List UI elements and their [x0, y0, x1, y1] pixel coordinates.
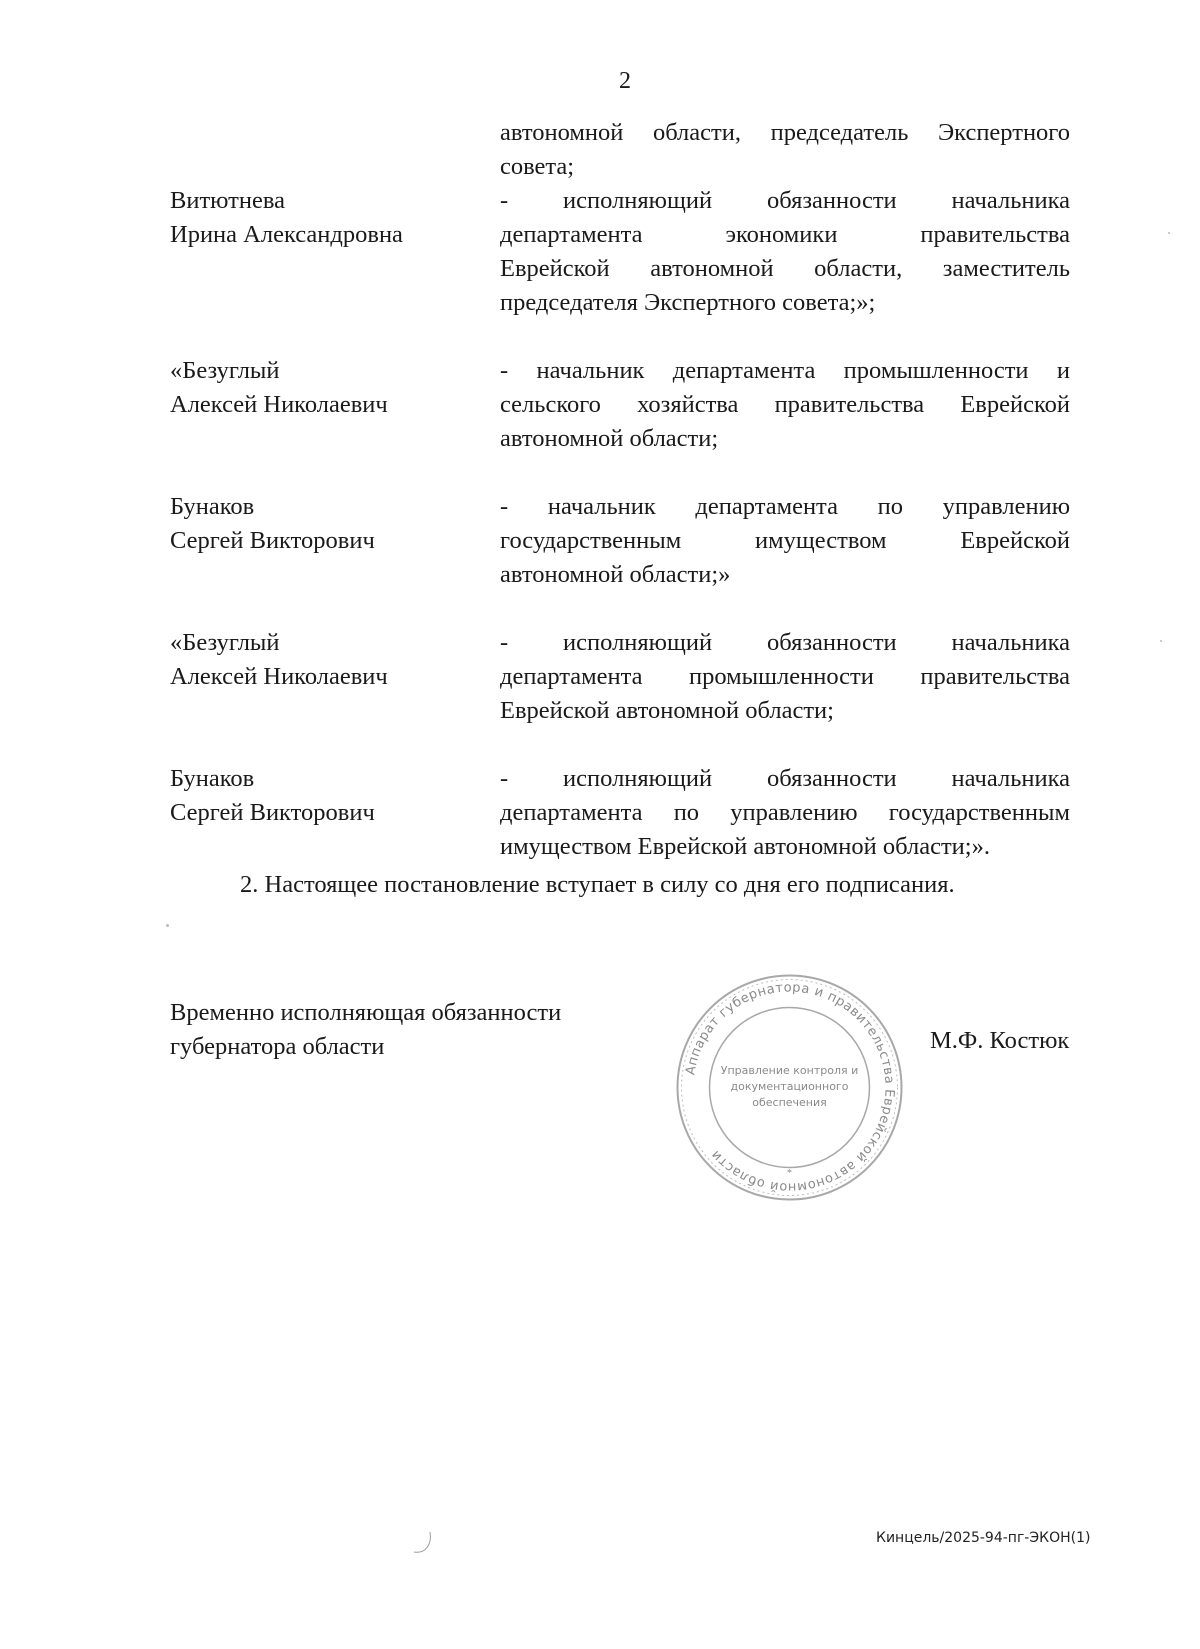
member-position-line: департамента экономики правительства — [500, 221, 1070, 248]
scan-mark — [410, 1530, 434, 1560]
member-position-line: председателя Экспертного совета;»; — [500, 289, 876, 316]
member-surname: Бунаков — [170, 493, 255, 520]
seal-outer-text: Аппарат губернатора и правительства Еврейской автономной области — [683, 980, 897, 1195]
member-position-line: - исполняющий обязанности начальника — [500, 187, 1070, 214]
member-surname: Бунаков — [170, 765, 255, 792]
member-position-line: - исполняющий обязанности начальника — [500, 629, 1070, 656]
member-given-names: Алексей Николаевич — [170, 391, 388, 418]
official-seal — [672, 970, 907, 1205]
member-position-line: - исполняющий обязанности начальника — [500, 765, 1070, 792]
continued-text-line: совета; — [500, 153, 575, 180]
seal-inner-line: документационного — [730, 1080, 849, 1093]
member-position-line: имуществом Еврейской автономной области;». — [500, 833, 990, 860]
member-position-line: автономной области; — [500, 425, 719, 452]
document-code: Кинцель/2025-94-пг-ЭКОН(1) — [876, 1530, 1091, 1546]
member-surname: «Безуглый — [170, 629, 280, 656]
page-number: 2 — [619, 68, 631, 94]
member-position-line: сельского хозяйства правительства Еврейской — [500, 391, 1070, 418]
member-surname: «Безуглый — [170, 357, 280, 384]
signatory-title-line: губернатора области — [170, 1033, 385, 1060]
member-position-line: автономной области;» — [500, 561, 731, 588]
member-position-line: департамента по управлению государственным — [500, 799, 1070, 826]
member-given-names: Ирина Александровна — [170, 221, 403, 248]
seal-inner-line: Управление контроля и — [720, 1064, 859, 1077]
member-position-line: Еврейской автономной области, заместитель — [500, 255, 1070, 282]
seal-inner-line: обеспечения — [752, 1096, 827, 1109]
member-position-line: Еврейской автономной области; — [500, 697, 834, 724]
clause-2: 2. Настоящее постановление вступает в силу со дня его подписания. — [240, 871, 955, 898]
member-given-names: Алексей Николаевич — [170, 663, 388, 690]
signatory-title-line: Временно исполняющая обязанности — [170, 999, 562, 1026]
continued-text-line: автономной области, председатель Экспертного — [500, 119, 1070, 146]
member-given-names: Сергей Викторович — [170, 799, 375, 826]
member-position-line: - начальник департамента по управлению — [500, 493, 1070, 520]
member-position-line: - начальник департамента промышленности и — [500, 357, 1070, 384]
svg-text:*: * — [787, 1168, 792, 1179]
member-position-line: государственным имуществом Еврейской — [500, 527, 1070, 554]
signatory-name: М.Ф. Костюк — [930, 1027, 1070, 1054]
member-position-line: департамента промышленности правительства — [500, 663, 1070, 690]
member-given-names: Сергей Викторович — [170, 527, 375, 554]
member-surname: Витютнева — [170, 187, 285, 214]
